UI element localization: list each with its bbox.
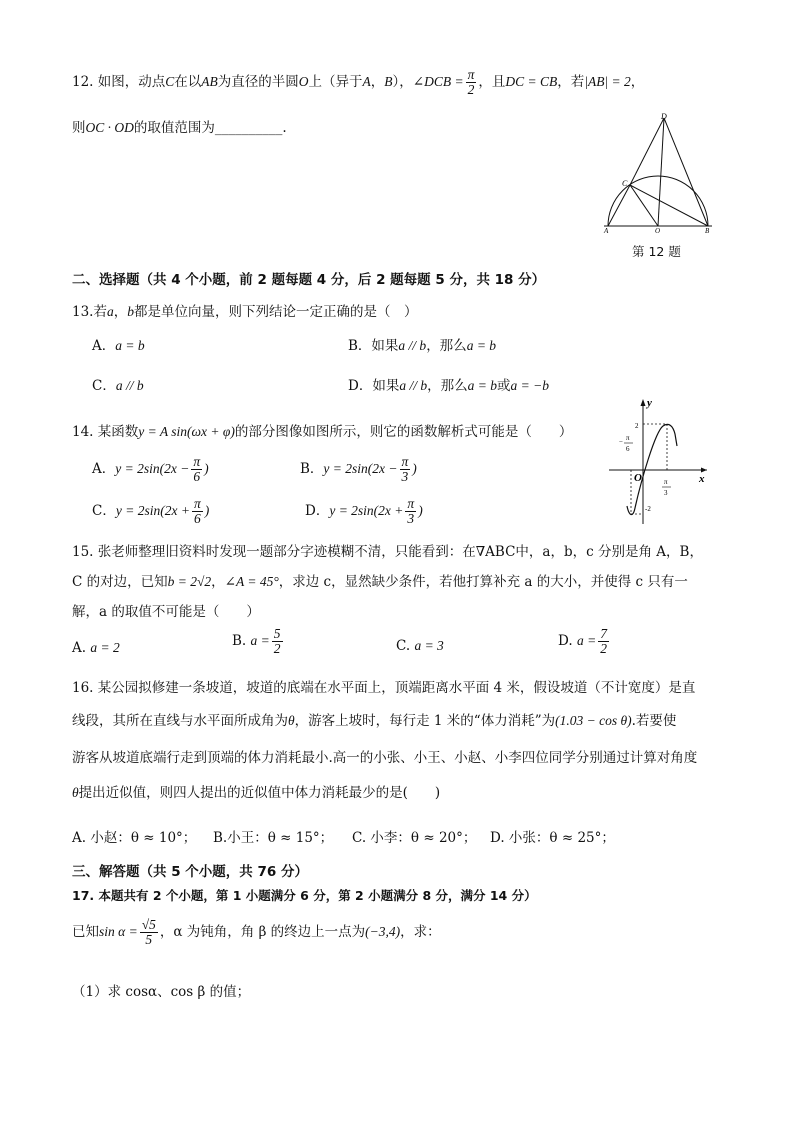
q16-option-c: C. 小李：θ ≈ 20°； (352, 830, 477, 846)
tick-label-2: 2 (635, 422, 639, 430)
q15-line1: 15. 张老师整理旧资料时发现一题部分字迹模糊不清，只能看到：在∇ABC中，a，b，c 分别是角 A，B， (72, 544, 703, 560)
q15-option-d: D. a = $\frac{7}{2}$ (558, 626, 607, 657)
q16-option-a: A. 小赵：θ ≈ 10°； (72, 830, 197, 846)
origin-label: O (634, 472, 642, 484)
tick-pi-6-den: 6 (626, 445, 630, 453)
q14-option-d: D．y = 2sin(2x + $\frac{\pi}{3}$ ) (305, 496, 423, 527)
y-arrow-icon (641, 399, 646, 406)
q17-part1: （1）求 cosα、cos β 的值； (72, 984, 251, 1000)
figure-caption: 第 12 题 (632, 244, 681, 259)
q16-line4: θ提出近似值，则四人提出的近似值中体力消耗最少的是( ) (72, 785, 441, 801)
label-b: B (705, 227, 710, 235)
tick-minus-sign: − (619, 438, 623, 446)
x-arrow-icon (701, 468, 707, 473)
q16-line1: 16. 某公园拟修建一条坡道，坡道的底端在水平面上，顶端距离水平面 4 米，假设坡道（不计宽度）是直 (72, 680, 696, 696)
label-d: D (661, 112, 667, 121)
q17-given: 已知sin α = $\frac{√5}{5}$ ，α 为钝角，角 β 的终边上一点为(−3,4)，求： (72, 917, 441, 948)
q16-option-d: D. 小张：θ ≈ 25°； (490, 830, 615, 846)
q15-option-b: B. a = $\frac{5}{2}$ (232, 626, 281, 657)
segment-co (630, 185, 658, 226)
pi-over-2: $\frac{\pi}{2}$ (467, 67, 475, 98)
q14-option-a: A．y = 2sin(2x − $\frac{\pi}{6}$ ) (92, 454, 209, 485)
q15-option-a: A. a = 2 (72, 640, 120, 656)
q12-line1: 12. 如图，动点C在以AB为直径的半圆O上（异于A，B），∠DCB = $\frac{\pi}{2}$ ，且DC = CB，若|AB| = 2， (72, 67, 645, 98)
segment-db (664, 118, 708, 226)
tick-pi-3-num: π (664, 478, 668, 486)
q16-line2: 线段，其所在直线与水平面所成角为θ，游客上坡时，每行走 1 米的“体力消耗”为(1.03 − cos θ).若要使 (72, 713, 677, 729)
label-c: C (622, 179, 628, 188)
q14-stem: 14. 某函数y = A sin(ωx + φ)的部分图像如图所示，则它的函数解析式可能是（ ） (72, 424, 573, 440)
label-o: O (655, 227, 661, 235)
x-label: x (699, 473, 705, 485)
q16-option-b: B.小王：θ ≈ 15°； (213, 830, 334, 846)
segment-ac (608, 185, 630, 226)
q12-figure (600, 110, 720, 235)
q14-sine-graph (605, 396, 710, 526)
tick-pi-6-num: π (626, 434, 630, 442)
label-a: A (604, 227, 609, 235)
tick-pi-3-den: 3 (664, 489, 668, 497)
q16-line3: 游客从坡道底端行走到顶端的体力消耗最小.高一的小张、小王、小赵、小李四位同学分别通过计算对角度 (72, 750, 698, 766)
q14-option-b: B．y = 2sin(2x − $\frac{\pi}{3}$ ) (300, 454, 417, 485)
segment-cb (630, 185, 708, 226)
q12-line2: 则OC · OD的取值范围为__________. (72, 120, 287, 136)
segment-cd (630, 118, 664, 185)
section-2-title: 二、选择题（共 4 个小题，前 2 题每题 4 分，后 2 题每题 5 分，共 18 分） (72, 272, 546, 288)
section-3-title: 三、解答题（共 5 个小题，共 76 分） (72, 864, 308, 880)
q13-option-c: C．a // b (92, 378, 144, 394)
segment-od (658, 118, 664, 226)
q13-stem: 13.若a，b都是单位向量，则下列结论一定正确的是（ ） (72, 304, 418, 320)
tick-label-neg2: -2 (645, 505, 651, 513)
y-label: y (647, 397, 652, 409)
q13-option-b: B．如果a // b，那么a = b (348, 338, 497, 354)
q15-option-c: C. a = 3 (396, 638, 444, 654)
q13-option-a: A．a = b (92, 338, 145, 354)
q15-line3: 解，a 的取值不可能是（ ） (72, 604, 260, 620)
q13-option-d: D．如果a // b，那么a = b或a = −b (348, 378, 549, 394)
q17-header: 17. 本题共有 2 个小题，第 1 小题满分 6 分，第 2 小题满分 8 分，满分 14 分） (72, 888, 537, 903)
q14-option-c: C．y = 2sin(2x + $\frac{\pi}{6}$ ) (92, 496, 210, 527)
q15-line2: C 的对边，已知b = 2√2，∠A = 45°，求边 c，显然缺少条件，若他打算补充 a 的大小，并使得 c 只有一 (72, 574, 688, 590)
